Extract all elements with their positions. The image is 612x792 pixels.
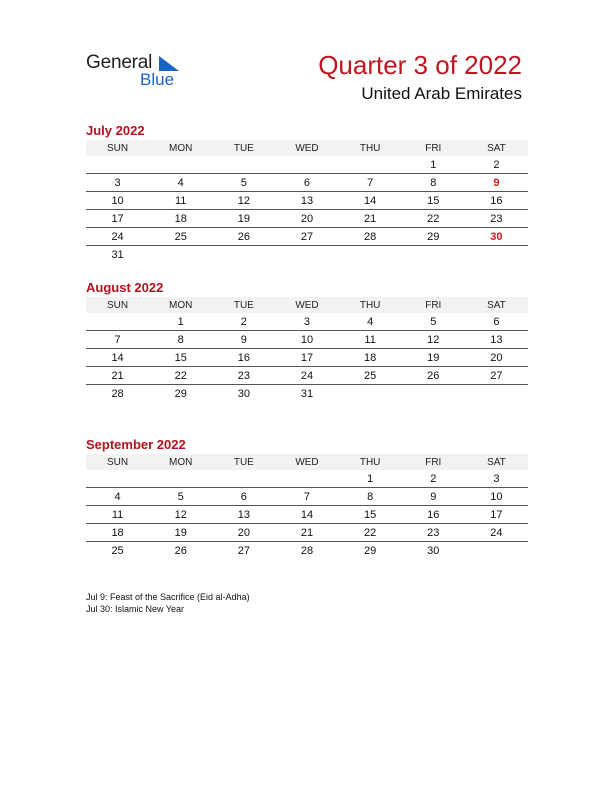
week-row: [86, 524, 528, 542]
day-cell: 5: [212, 174, 275, 192]
logo-text-blue: Blue: [140, 70, 175, 89]
weekday-row: [86, 297, 528, 313]
day-cell: 1: [149, 313, 212, 331]
empty-cell: [275, 156, 338, 174]
weekday-row: [86, 140, 528, 156]
weekday-header: MON: [149, 140, 212, 156]
month-title: July 2022: [86, 123, 145, 138]
day-cell: 9: [465, 174, 528, 192]
weekday-header: WED: [275, 140, 338, 156]
weekday-header: FRI: [402, 454, 465, 470]
empty-cell: [465, 246, 528, 264]
day-cell: 10: [86, 192, 149, 210]
calendar-grid: [86, 454, 528, 559]
day-cell: 28: [300, 544, 314, 557]
week-row: [86, 228, 528, 246]
day-cell: 21: [275, 524, 338, 542]
weekday-row: [86, 454, 528, 470]
day-cell: 1: [402, 156, 465, 174]
week-row: [86, 210, 528, 228]
empty-cell: [212, 156, 275, 174]
day-cell: 6: [275, 174, 338, 192]
day-cell: 29: [364, 544, 377, 557]
day-cell: 20: [465, 349, 528, 367]
day-cell: 4: [149, 174, 212, 192]
day-cell: 14: [275, 506, 338, 524]
day-cell: 28: [339, 228, 402, 246]
day-cell: 11: [149, 192, 212, 210]
day-cell: 17: [465, 506, 528, 524]
weekday-header: THU: [339, 454, 402, 470]
empty-cell: [402, 246, 465, 264]
day-cell: 8: [402, 174, 465, 192]
week-row: [86, 174, 528, 192]
page-title: Quarter 3 of 2022: [318, 50, 522, 80]
day-cell: 22: [402, 210, 465, 228]
day-cell: 19: [402, 349, 465, 367]
day-cell: 17: [275, 349, 338, 367]
day-cell: 16: [402, 506, 465, 524]
weekday-header: FRI: [402, 297, 465, 313]
week-row: [86, 246, 528, 264]
day-cell: 10: [465, 488, 528, 506]
day-cell: 13: [465, 331, 528, 349]
day-cell: 23: [402, 524, 465, 542]
holiday-note: Jul 30: Islamic New Year: [86, 604, 185, 614]
week-row: [86, 385, 528, 403]
weekday-header: THU: [339, 297, 402, 313]
day-cell: 29: [402, 228, 465, 246]
day-cell: 25: [339, 367, 402, 385]
day-cell: 27: [465, 367, 528, 385]
day-cell: 16: [465, 192, 528, 210]
day-cell: 20: [275, 210, 338, 228]
empty-cell: [149, 156, 212, 174]
empty-cell: [86, 470, 149, 488]
empty-cell: [275, 246, 338, 264]
day-cell: 2: [212, 313, 275, 331]
day-cell: 4: [86, 488, 149, 506]
day-cell: 24: [275, 367, 338, 385]
month-august: [86, 279, 528, 402]
day-cell: 18: [339, 349, 402, 367]
day-cell: 12: [402, 331, 465, 349]
day-cell: 13: [212, 506, 275, 524]
day-cell: 26: [174, 544, 187, 557]
empty-cell: [149, 470, 212, 488]
calendar-body: [86, 470, 528, 559]
day-cell: 31: [300, 387, 314, 400]
day-cell: 15: [402, 192, 465, 210]
day-cell: 10: [275, 331, 338, 349]
day-cell: 7: [339, 174, 402, 192]
day-cell: 31: [111, 248, 124, 261]
week-row: [86, 331, 528, 349]
day-cell: 21: [339, 210, 402, 228]
day-cell: 22: [149, 367, 212, 385]
day-cell: 8: [149, 331, 212, 349]
weekday-header: FRI: [402, 140, 465, 156]
calendar-grid: [86, 297, 528, 402]
month-september: [86, 436, 528, 559]
day-cell: 18: [149, 210, 212, 228]
empty-cell: [465, 542, 528, 560]
day-cell: 14: [339, 192, 402, 210]
day-cell: 18: [86, 524, 149, 542]
day-cell: 21: [86, 367, 149, 385]
day-cell: 15: [149, 349, 212, 367]
day-cell: 26: [402, 367, 465, 385]
weekday-header: TUE: [212, 454, 275, 470]
weekday-header: SAT: [465, 454, 528, 470]
empty-cell: [465, 385, 528, 403]
day-cell: 11: [339, 331, 402, 349]
day-cell: 26: [212, 228, 275, 246]
empty-cell: [86, 156, 149, 174]
day-cell: 17: [86, 210, 149, 228]
day-cell: 3: [465, 470, 528, 488]
day-cell: 13: [275, 192, 338, 210]
week-row: [86, 192, 528, 210]
day-cell: 7: [86, 331, 149, 349]
empty-cell: [149, 246, 212, 264]
day-cell: 27: [275, 228, 338, 246]
day-cell: 14: [86, 349, 149, 367]
day-cell: 30: [465, 228, 528, 246]
day-cell: 12: [212, 192, 275, 210]
day-cell: 23: [465, 210, 528, 228]
day-cell: 24: [465, 524, 528, 542]
week-row: [86, 349, 528, 367]
day-cell: 15: [339, 506, 402, 524]
day-cell: 9: [402, 488, 465, 506]
empty-cell: [212, 246, 275, 264]
day-cell: 2: [465, 156, 528, 174]
day-cell: 30: [237, 387, 250, 400]
week-row: [86, 542, 528, 560]
empty-cell: [212, 470, 275, 488]
weekday-header: THU: [339, 140, 402, 156]
weekday-header: SUN: [86, 297, 149, 313]
weekday-header: MON: [149, 297, 212, 313]
day-cell: 16: [212, 349, 275, 367]
weekday-header: SAT: [465, 297, 528, 313]
weekday-header: MON: [149, 454, 212, 470]
month-title: August 2022: [86, 280, 164, 295]
empty-cell: [86, 313, 149, 331]
calendar-grid: [86, 140, 528, 263]
day-cell: 9: [212, 331, 275, 349]
day-cell: 4: [339, 313, 402, 331]
day-cell: 22: [339, 524, 402, 542]
empty-cell: [339, 385, 402, 403]
day-cell: 25: [111, 544, 124, 557]
week-row: [86, 367, 528, 385]
day-cell: 28: [111, 387, 124, 400]
country-name: United Arab Emirates: [361, 84, 522, 103]
day-cell: 5: [149, 488, 212, 506]
brand-logo: [86, 52, 196, 92]
day-cell: 6: [212, 488, 275, 506]
weekday-header: WED: [275, 297, 338, 313]
weekday-header: SAT: [465, 140, 528, 156]
empty-cell: [275, 470, 338, 488]
week-row: [86, 470, 528, 488]
month-title: September 2022: [86, 437, 186, 452]
day-cell: 11: [86, 506, 149, 524]
logo-text-general: General: [86, 52, 153, 73]
day-cell: 25: [149, 228, 212, 246]
flag-icon: [159, 56, 179, 71]
week-row: [86, 506, 528, 524]
day-cell: 24: [86, 228, 149, 246]
week-row: [86, 488, 528, 506]
day-cell: 29: [174, 387, 187, 400]
day-cell: 19: [212, 210, 275, 228]
day-cell: 30: [427, 544, 440, 557]
holiday-notes: [86, 591, 250, 615]
calendar-body: [86, 156, 528, 263]
week-row: [86, 156, 528, 174]
day-cell: 5: [402, 313, 465, 331]
day-cell: 6: [465, 313, 528, 331]
week-row: [86, 313, 528, 331]
day-cell: 2: [402, 470, 465, 488]
weekday-header: TUE: [212, 140, 275, 156]
day-cell: 8: [339, 488, 402, 506]
weekday-header: SUN: [86, 140, 149, 156]
empty-cell: [402, 385, 465, 403]
day-cell: 19: [149, 524, 212, 542]
day-cell: 27: [237, 544, 250, 557]
weekday-header: TUE: [212, 297, 275, 313]
day-cell: 3: [275, 313, 338, 331]
day-cell: 23: [212, 367, 275, 385]
weekday-header: WED: [275, 454, 338, 470]
day-cell: 1: [339, 470, 402, 488]
weekday-header: SUN: [86, 454, 149, 470]
day-cell: 20: [212, 524, 275, 542]
day-cell: 12: [149, 506, 212, 524]
empty-cell: [339, 246, 402, 264]
day-cell: 7: [275, 488, 338, 506]
month-july: [86, 122, 528, 263]
calendar-body: [86, 313, 528, 402]
holiday-note: Jul 9: Feast of the Sacrifice (Eid al-Adha): [86, 592, 250, 602]
empty-cell: [339, 156, 402, 174]
day-cell: 3: [86, 174, 149, 192]
